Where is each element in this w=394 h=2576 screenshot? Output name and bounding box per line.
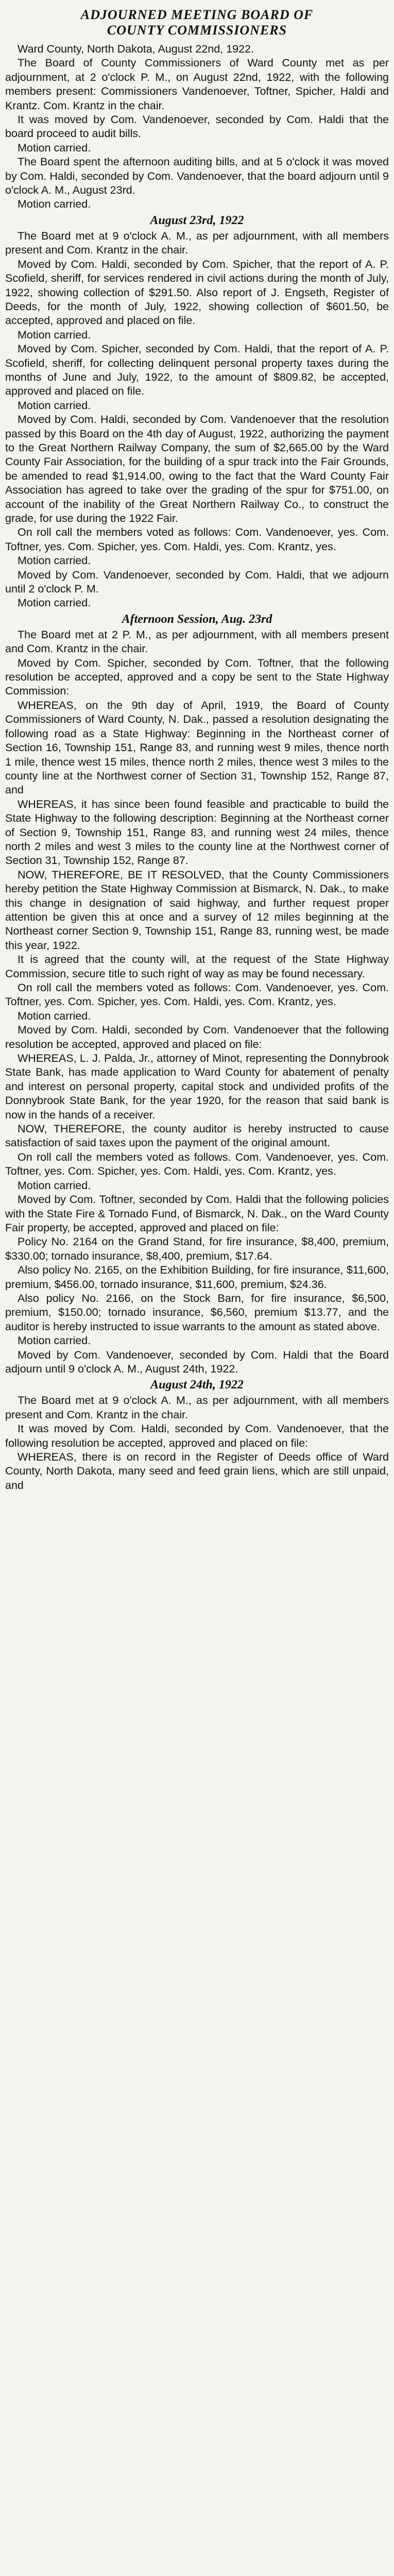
paragraph: On roll call the members voted as follows: Com. Vandenoever, yes. Com. Toftner, yes. Com. Spicher, yes. Com. Haldi, yes. Com. Krantz, yes.	[5, 526, 389, 553]
article-heading	[5, 7, 389, 38]
paragraph: It is agreed that the county will, at the request of the State Highway Commission, secure title to such right of way as may be found necessary.	[5, 953, 389, 980]
paragraph: NOW, THEREFORE, BE IT RESOLVED, that the County Commissioners hereby petition the State Highway Commission at Bismarck, N. Dak., to make this change in designation of said highway, and further request proper attention be given this at once and a survey of 12 miles beginning at the Northeast corner Section 9, Township 151, Range 83, running west, be made this year, 1922.	[5, 868, 389, 952]
paragraph: The Board met at 9 o'clock A. M., as per adjournment, with all members present and Com. Krantz in the chair.	[5, 229, 389, 257]
paragraph: WHEREAS, there is on record in the Register of Deeds office of Ward County, North Dakota, many seed and feed grain liens, which are still unpaid, and	[5, 1451, 389, 1492]
paragraph: On roll call the members voted as follows: Com. Vandenoever, yes. Com. Toftner, yes. Com. Spicher, yes. Com. Haldi, yes. Com. Krantz, yes.	[5, 981, 389, 1008]
paragraph: Motion carried.	[18, 597, 91, 609]
paragraph: Motion carried.	[18, 198, 91, 211]
paragraph: Motion carried.	[18, 141, 91, 154]
paragraph: Motion carried.	[18, 399, 91, 412]
paragraph: Motion carried.	[18, 1334, 91, 1347]
session-heading: August 23rd, 1922	[150, 213, 244, 227]
session-heading: Afternoon Session, Aug. 23rd	[122, 612, 272, 626]
paragraph: Moved by Com. Vandenoever, seconded by Com. Haldi that the Board adjourn until 9 o'clock A. M., August 24th, 1922.	[5, 1348, 389, 1375]
paragraph: The Board spent the afternoon auditing bills, and at 5 o'clock it was moved by Com. Haldi, seconded by Com. Vandenoever, that the board adjourn until 9 o'clock A. M., August 23rd.	[5, 156, 389, 197]
heading-line-2: COUNTY COMMISSIONERS	[107, 23, 287, 38]
paragraph: Moved by Com. Haldi, seconded by Com. Vandenoever that the resolution passed by this Board on the 4th day of August, 1922, authorizing the payment to the Great Northern Railway Company, the sum of $2,665.00 by the Ward County Fair Association, for the building of a spur track into the Fair Grounds, be amended to read $1,914.00, owing to the fact that the Ward County Fair Association has agreed to take over the grading of the spur for $751.00, on account of the inability of the Great Northern Railway Co., to construct the grade, for use during the 1922 Fair.	[5, 413, 389, 524]
paragraph: Motion carried.	[18, 1179, 91, 1192]
article-column	[5, 7, 389, 1493]
article-body	[5, 42, 389, 1493]
paragraph: It was moved by Com. Vandenoever, seconded by Com. Haldi that the board proceed to audit bills.	[5, 113, 389, 140]
paragraph: NOW, THEREFORE, the county auditor is hereby instructed to cause satisfaction of said taxes upon the payment of the original amount.	[5, 1123, 389, 1149]
paragraph: WHEREAS, it has since been found feasible and practicable to build the State Highway to the following description: Beginning at the Northeast corner of Section 9, Township 151, Range 83, and running west 24 miles, thence north 2 miles and west 3 miles to the county line at the Northwest corner of Section 31, Township 152, Range 87.	[5, 798, 389, 867]
paragraph: Policy No. 2164 on the Grand Stand, for fire insurance, $8,400, premium, $330.00; tornado insurance, $8,400, premium, $17.64.	[5, 1235, 389, 1262]
paragraph: Moved by Com. Toftner, seconded by Com. Haldi that the following policies with the State Fire & Tornado Fund, of Bismarck, N. Dak., on the Ward County Fair property, be accepted, approved and placed on file:	[5, 1193, 389, 1234]
paragraph: WHEREAS, on the 9th day of April, 1919, the Board of County Commissioners of Ward County, N. Dak., passed a resolution designating the following road as a State Highway: Beginning in the Northeast corner of Section 16, Township 151, Range 83, and running west 9 miles, thence north 1 mile, thence west 15 miles, thence north 2 miles, thence west 3 miles to the county line at the Northwest corner of Section 31, Township 152, Range 87, and	[5, 699, 389, 796]
paragraph: On roll call the members voted as follows. Com. Vandenoever, yes. Com. Toftner, yes. Com. Spicher, yes. Com. Haldi, yes. Com. Krantz, yes.	[5, 1150, 389, 1178]
session-heading: August 24th, 1922	[150, 1378, 244, 1392]
paragraph: The Board met at 2 P. M., as per adjournment, with all members present and Com. Krantz in the chair.	[5, 628, 389, 655]
paragraph: Moved by Com. Haldi, seconded by Com. Spicher, that the report of A. P. Scofield, sheriff, for services rendered in civil actions during the month of July, 1922, showing collection of $291.50. Also report of J. Engseth, Register of Deeds, for the month of July, 1922, showing collection of $601.50, be accepted, approved and placed on file.	[5, 258, 389, 327]
paragraph: Motion carried.	[18, 554, 91, 567]
paragraph: Also policy No. 2165, on the Exhibition Building, for fire insurance, $11,600, premium, $456.00, tornado insurance, $11,600, premium, $24.36.	[5, 1264, 389, 1291]
heading-line-1: ADJOURNED MEETING BOARD OF	[80, 7, 314, 22]
paragraph: The Board met at 9 o'clock A. M., as per adjournment, with all members present and Com. Krantz in the chair.	[5, 1394, 389, 1421]
paragraph: Also policy No. 2166, on the Stock Barn, for fire insurance, $6,500, premium, $150.00; tornado insurance, $6,560, premium $13.77, and the auditor is hereby instructed to issue warrants to the amount as stated above.	[5, 1292, 389, 1333]
paragraph: Ward County, North Dakota, August 22nd, 1922.	[18, 43, 254, 55]
paragraph: Moved by Com. Spicher, seconded by Com. Haldi, that the report of A. P. Scofield, sheriff, for collecting delinquent personal property taxes during the months of June and July, 1922, to the amount of $809.82, be accepted, approved and placed on file.	[5, 343, 389, 398]
paragraph: Moved by Com. Haldi, seconded by Com. Vandenoever that the following resolution be accepted, approved and placed on file:	[5, 1024, 389, 1050]
paragraph: Moved by Com. Spicher, seconded by Com. Toftner, that the following resolution be accepted, approved and a copy be sent to the State Highway Commission:	[5, 656, 389, 698]
paragraph: Moved by Com. Vandenoever, seconded by Com. Haldi, that we adjourn until 2 o'clock P. M.	[5, 568, 389, 596]
paragraph: It was moved by Com. Haldi, seconded by Com. Vandenoever, that the following resolution be accepted, approved and placed on file:	[5, 1422, 389, 1449]
paragraph: WHEREAS, L. J. Palda, Jr., attorney of Minot, representing the Donnybrook State Bank, has made application to Ward County for abatement of penalty and interest on personal property, capital stock and undivided profits of the Donnybrook State Bank, for the year 1920, for the reason that said bank is now in the hands of a receiver.	[5, 1052, 389, 1121]
paragraph: The Board of County Commissioners of Ward County met as per adjournment, at 2 o'clock P. M., on August 22nd, 1922, with the following members present: Commissioners Vandenoever, Toftner, Spicher, Haldi and Krantz. Com. Krantz in the chair.	[5, 57, 389, 112]
paragraph: Motion carried.	[18, 1009, 91, 1022]
paragraph: Motion carried.	[18, 328, 91, 341]
